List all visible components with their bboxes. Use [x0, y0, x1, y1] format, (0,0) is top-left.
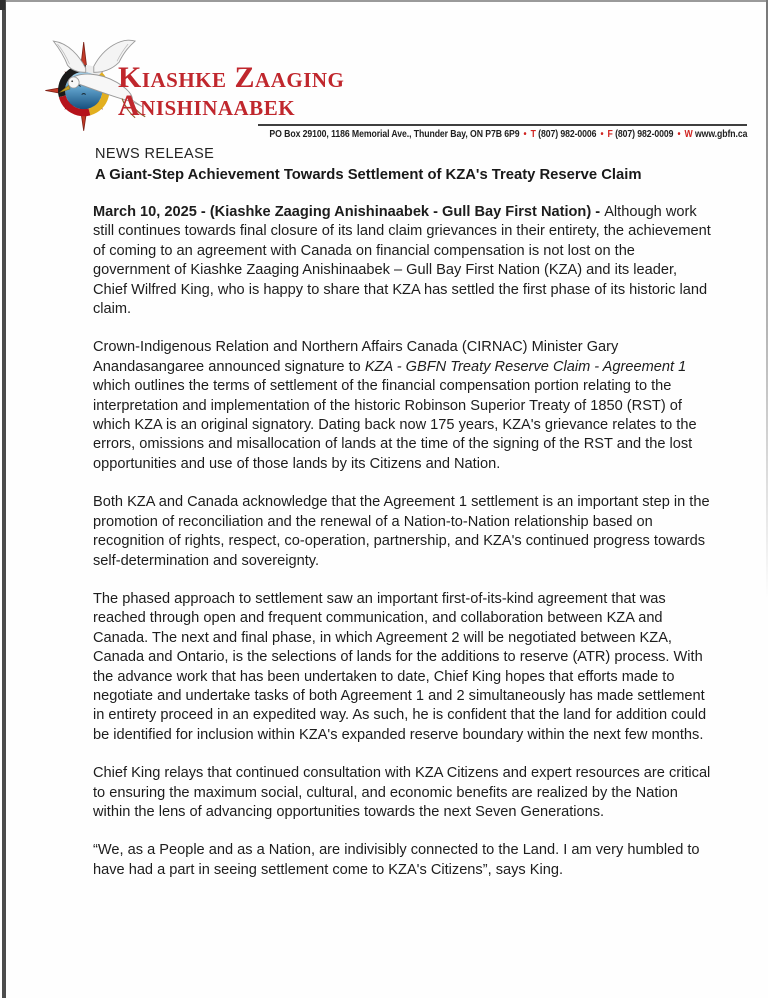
paragraph-5: Chief King relays that continued consultation with KZA Citizens and expert resources are critical to ensuring the maximum social, cultural, and economic benefits are realized by the Nation within the lens of advancing opportunities towards the next Seven Generations. [93, 765, 711, 820]
article-body [93, 203, 715, 899]
org-name-line1: Kiashke Zaaging [118, 61, 345, 94]
web-label: W [684, 129, 693, 140]
paragraph-6: “We, as a People and as a Nation, are indivisibly connected to the Land. I am very humbled to have had a part in seeing settlement come to KZA's Citizens”, says King. [93, 842, 700, 878]
headline: A Giant-Step Achievement Towards Settlement of KZA's Treaty Reserve Claim [95, 167, 642, 183]
bullet-separator: • [523, 129, 527, 140]
phone-number: (807) 982-0006 [537, 129, 597, 140]
paragraph-3: Both KZA and Canada acknowledge that the Agreement 1 settlement is an important step in the promotion of reconciliation and the renewal of a Nation-to-Nation relationship based on recognition of rights, respect, co-operation, partnership, and KZA's continued progress towards self-determination and sovereignty. [93, 494, 710, 569]
news-release-label: NEWS RELEASE [95, 146, 215, 162]
letterhead-divider [258, 124, 747, 126]
paragraph-2-text-cont: which outlines the terms of settlement of the financial compensation portion relating to the interpretation and implementation of the historic Robinson Superior Treaty of 1850 (RST) of which KZA is an original signatory. Dating back now 175 years, KZA's grievance relates to the errors, omissions and misallocation of lands at the time of the signing of the RST and the lost opportunities and use of those lands by its Citizens and Nation. [93, 378, 697, 472]
scan-corner-mark [0, 0, 5, 10]
fax-label: F [607, 129, 613, 140]
paragraph-1 [93, 203, 715, 319]
fax-number: (807) 982-0009 [614, 129, 674, 140]
org-name [118, 61, 345, 122]
web-address: www.gbfn.ca [694, 129, 747, 140]
bullet-separator: • [677, 129, 681, 140]
dateline: March 10, 2025 - (Kiashke Zaaging Anishinaabek - Gull Bay First Nation) - [93, 204, 605, 220]
paragraph-2 [93, 338, 715, 474]
org-name-line2: Anishinaabek [118, 89, 296, 122]
contact-address: PO Box 29100, 1186 Memorial Ave., Thunder Bay, ON P7B 6P9 [269, 129, 520, 140]
phone-label: T [530, 129, 536, 140]
paragraph-2-text: Crown-Indigenous Relation and Northern Affairs Canada (CIRNAC) Minister Gary Anandasangaree announced signature to [93, 339, 619, 375]
scan-edge-top [0, 0, 768, 2]
bullet-separator: • [600, 129, 604, 140]
paragraph-1-text: Although work still continues towards final closure of its land claim grievances in their entirety, the achievement of coming to an agreement with Canada on financial compensation is not lost on the government of Kiashke Zaaging Anishinaabek – Gull Bay First Nation (KZA) and its leader, Chief Wilfred King, who is happy to share that KZA has settled the first phase of its historic land claim. [93, 204, 711, 318]
contact-line [269, 129, 747, 140]
paragraph-4: The phased approach to settlement saw an important first-of-its-kind agreement that was reached through open and frequent communication, and collaboration between KZA and Canada. The next and final phase, in which Agreement 2 will be negotiated between KZA, Canada and Ontario, is the selections of lands for the additions to reserve (ATR) process. With the advance work that has been undertaken to date, Chief King hopes that efforts made to negotiate and undertake tasks of both Agreement 1 and 2 simultaneously has made settlement in entirety proceed in an expedited way. As such, he is confident that the land for addition could be identified for inclusion within KZA's expanded reserve boundary within the next few months. [93, 590, 707, 743]
scan-edge-left [2, 0, 6, 998]
agreement-title: KZA - GBFN Treaty Reserve Claim - Agreement 1 [364, 358, 687, 375]
